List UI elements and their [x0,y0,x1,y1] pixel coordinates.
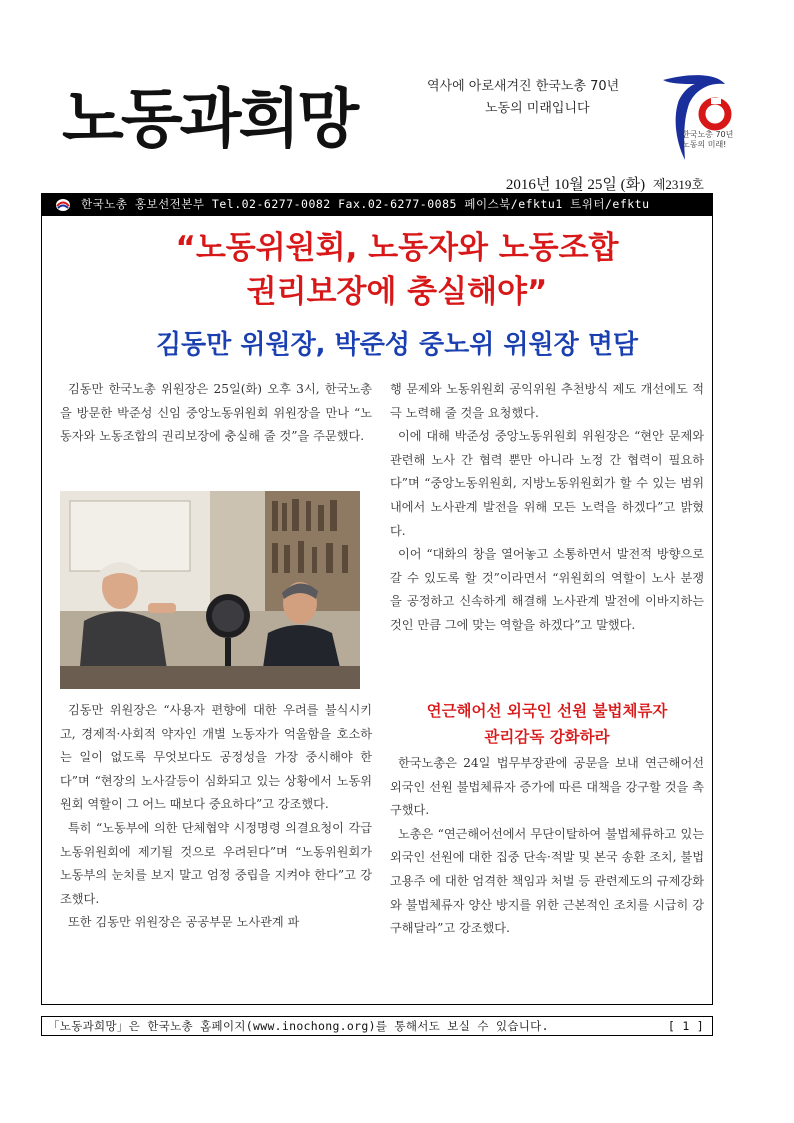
sidebar-article-title: 연근해어선 외국인 선원 불법체류자 관리감독 강화하라 [426,702,668,746]
article-column-1-top [60,378,372,449]
newspaper-logo: 노동과희망 [62,82,357,157]
issue-number: 제2319호 [652,177,704,192]
issue-date: 2016년 10월 25일 (화) [505,177,646,193]
footer-text: 「노동과희망」은 한국노총 홈페이지(www.inochong.org)를 통해서도 보실 수 있습니다. [48,1019,549,1033]
paragraph: 김동만 한국노총 위원장은 25일(화) 오후 3시, 한국노총을 방문한 박준성 신임 중앙노동위원회 위원장을 만나 “노동자와 노동조합의 권리보장에 충실해 줄 것”을 주문했다. [60,382,372,444]
contact-text: 한국노총 홍보선전본부 Tel.02-6277-0082 Fax.02-6277-0085 페이스북/efktu1 트위터/efktu [81,197,650,211]
article-column-1-bottom [60,699,372,935]
meeting-photo-illustration [60,491,360,689]
article-column-2 [390,378,704,638]
headline [0,226,794,314]
page-number: [ 1 ] [667,1019,704,1033]
paragraph: 이에 대해 박준성 중앙노동위원회 위원장은 “현안 문제와 관련해 노사 간 협력 뿐만 아니라 노정 간 협력이 필요하다”며 “중앙노동위원회, 지방노동위원회가 할 수 있는 범위 내에서 노사관계 발전을 위해 모든 노력을 하겠다”고 밝혔다. [390,429,704,538]
paragraph: 한국노총은 24일 법무부장관에 공문을 보내 연근해어선 외국인 선원 불법체류자 증가에 따른 대책을 강구할 것을 촉구했다. [390,756,704,818]
paragraph: 이어 “대화의 창을 열어놓고 소통하면서 발전적 방향으로 갈 수 있도록 할 것”이라면서 “위원회의 역할이 노사 분쟁을 공정하고 신속하게 해결해 노사관계 발전에 이바지하는 것인 만큼 그에 맞는 역할을 하겠다”고 말했다. [390,547,704,632]
sidebar-article-body [390,752,704,941]
slogan-line-2: 노동의 미래입니다 [485,101,590,116]
footer-bar [41,1016,713,1036]
meeting-photo [60,491,360,689]
paragraph: 특히 “노동부에 의한 단체협약 시정명령 의결요청이 각급 노동위원회에 제기될 것으로 우려된다”며 “노동위원회가 노동부의 눈치를 보지 말고 엄정 중립을 지켜야 한다”고 강조했다. [60,820,372,906]
paragraph: 또한 김동만 위원장은 공공부문 노사관계 파 [68,915,300,930]
paragraph: 노총은 “연근해어선에서 무단이탈하여 불법체류하고 있는 외국인 선원에 대한 집중 단속·적발 및 본국 송환 조치, 불법 고용주 에 대한 엄격한 책임과 처벌 등 관련제도의 규제강화와 불법체류자 양산 방지를 위한 근본적인 조치를 시급히 강구해달라”고 강조했다. [390,826,704,936]
headline-line-2: 권리보장에 충실해야” [246,274,548,310]
paragraph: 행 문제와 노동위원회 공익위원 추천방식 제도 개선에도 적극 노력해 줄 것을 요청했다. [390,382,704,420]
paragraph: 김동만 위원장은 “사용자 편향에 대한 우려를 불식시키고, 경제적·사회적 약자인 개별 노동자가 억울함을 호소하는 일이 없도록 무엇보다도 공정성을 가장 중시해야 한다”며 “현장의 노사갈등이 심화되고 있는 상황에서 노동위원회 역할이 그 어느 때보다 중요하다”고 강조했다. [60,703,372,812]
subheadline: 김동만 위원장, 박준성 중노위 위원장 면담 [155,330,639,360]
contact-bar [41,193,713,215]
emblem-caption: 한국노총 70년 노동의 미래! [682,130,734,149]
headline-line-1: “노동위원회, 노동자와 노동조합 [175,230,619,266]
slogan-line-1: 역사에 아로새겨진 한국노총 70년 [427,79,620,94]
fktu-logo-icon [55,198,71,212]
slogan [427,76,619,120]
issue-date-line [52,173,704,194]
masthead [52,70,752,193]
fktu-70th-emblem-icon [655,70,735,166]
